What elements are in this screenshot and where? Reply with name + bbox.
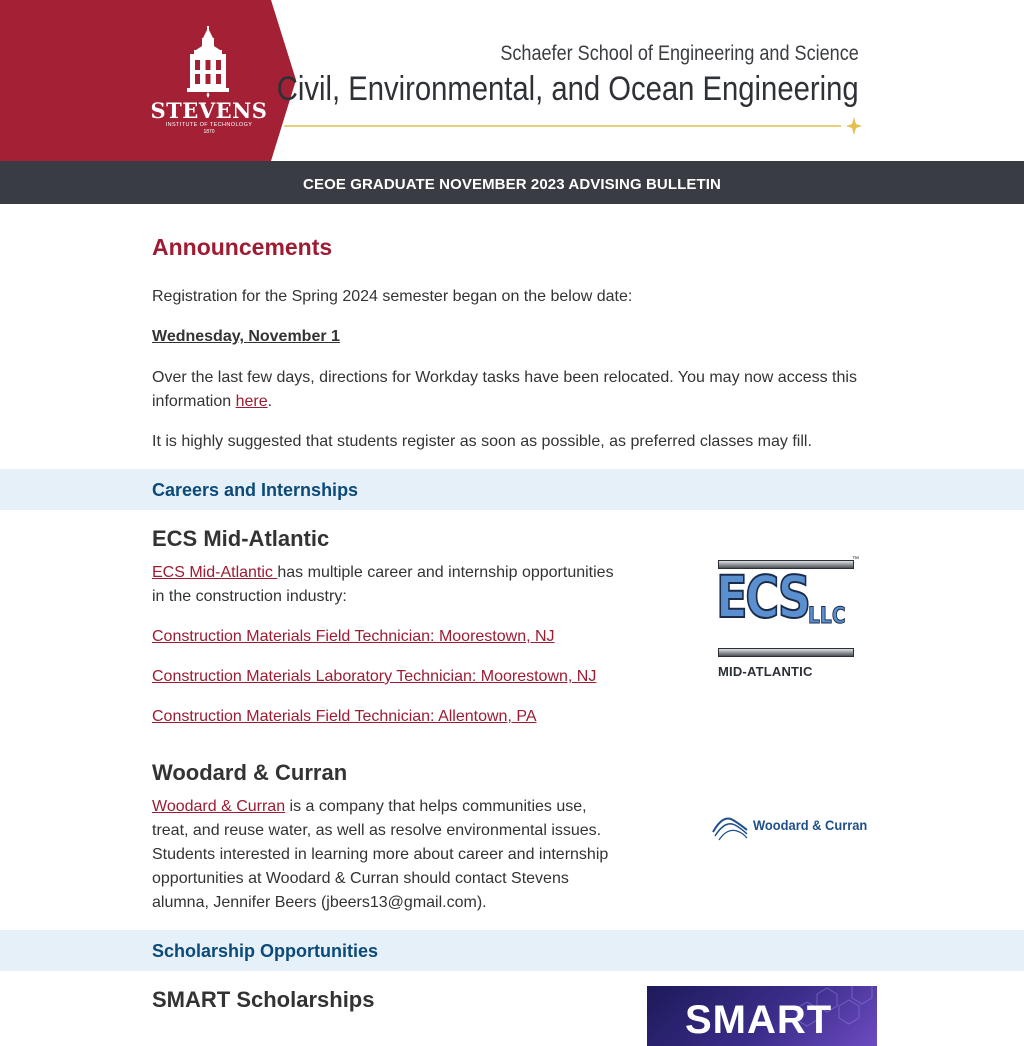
school-name: Schaefer School of Engineering and Science — [500, 42, 859, 65]
woodard-description-text: is a company that helps communities use, treat, and reuse water, as well as resolve environmental issues. Students interested in learning more about career and internship opportunities at Woodard & Curran should contact Stevens alumna, Jennifer Beers (jbeers13@gmail.com). — [152, 798, 609, 911]
careers-section-band — [0, 469, 1024, 510]
careers-section-title: Careers and Internships — [152, 480, 359, 500]
department-name: Civil, Environmental, and Ocean Engineering — [277, 70, 859, 108]
ecs-job-link-3[interactable]: Construction Materials Field Technician: Allentown, PA — [152, 708, 537, 725]
smart-image-text: SMART — [685, 998, 833, 1042]
ecs-link[interactable]: ECS Mid-Atlantic — [152, 564, 278, 581]
registration-intro: Registration for the Spring 2024 semester began on the below date: — [152, 288, 633, 305]
ecs-logo-tm: ™ — [852, 556, 859, 563]
workday-period: . — [267, 393, 273, 410]
stevens-logo[interactable] — [150, 24, 268, 144]
woodard-wave-icon — [711, 810, 751, 842]
woodard-description — [152, 795, 617, 915]
stevens-tower-icon — [150, 24, 268, 98]
ecs-logo-bottom-bar — [718, 648, 854, 657]
smart-scholarship-image[interactable] — [647, 986, 877, 1046]
stevens-year: 1870 — [203, 129, 215, 135]
ecs-logo-llc: LLC — [808, 604, 846, 629]
registration-date: Wednesday, November 1 — [152, 328, 340, 345]
announcements-heading: Announcements — [152, 234, 333, 260]
smart-heading: SMART Scholarships — [152, 987, 375, 1012]
woodard-heading: Woodard & Curran — [152, 760, 348, 785]
bulletin-title-bar: CEOE GRADUATE NOVEMBER 2023 ADVISING BULLETIN — [0, 161, 1024, 204]
workday-paragraph — [152, 366, 872, 414]
ecs-description-text: has multiple career and internship opportunities in the construction industry: — [152, 564, 614, 605]
ecs-logo-text: ECS — [716, 563, 809, 631]
woodard-logo-text: Woodard & Curran — [753, 817, 868, 833]
workday-here-link[interactable]: here — [235, 393, 268, 410]
workday-text: Over the last few days, directions for Workday tasks have been relocated. You may now access this information — [152, 369, 857, 410]
stevens-subtitle: INSTITUTE OF TECHNOLOGY — [165, 122, 253, 128]
ecs-logo-subtitle: MID-ATLANTIC — [718, 664, 813, 679]
ecs-heading: ECS Mid-Atlantic — [152, 526, 330, 551]
scholarship-section-title: Scholarship Opportunities — [152, 941, 379, 961]
registration-suggestion: It is highly suggested that students register as soon as possible, as preferred classes may fill. — [152, 433, 812, 450]
gold-star-icon — [846, 117, 862, 135]
woodard-link[interactable]: Woodard & Curran — [152, 798, 286, 815]
ecs-job-link-2[interactable]: Construction Materials Laboratory Technician: Moorestown, NJ — [152, 668, 597, 685]
woodard-curran-logo — [711, 810, 876, 842]
ecs-logo — [712, 556, 864, 684]
gold-divider — [284, 125, 841, 127]
stevens-wordmark: STEVENS — [150, 98, 268, 123]
ecs-job-link-1[interactable]: Construction Materials Field Technician: Moorestown, NJ — [152, 628, 555, 645]
ecs-description — [152, 561, 622, 609]
header-banner — [0, 0, 1024, 161]
scholarship-section-band — [0, 930, 1024, 971]
